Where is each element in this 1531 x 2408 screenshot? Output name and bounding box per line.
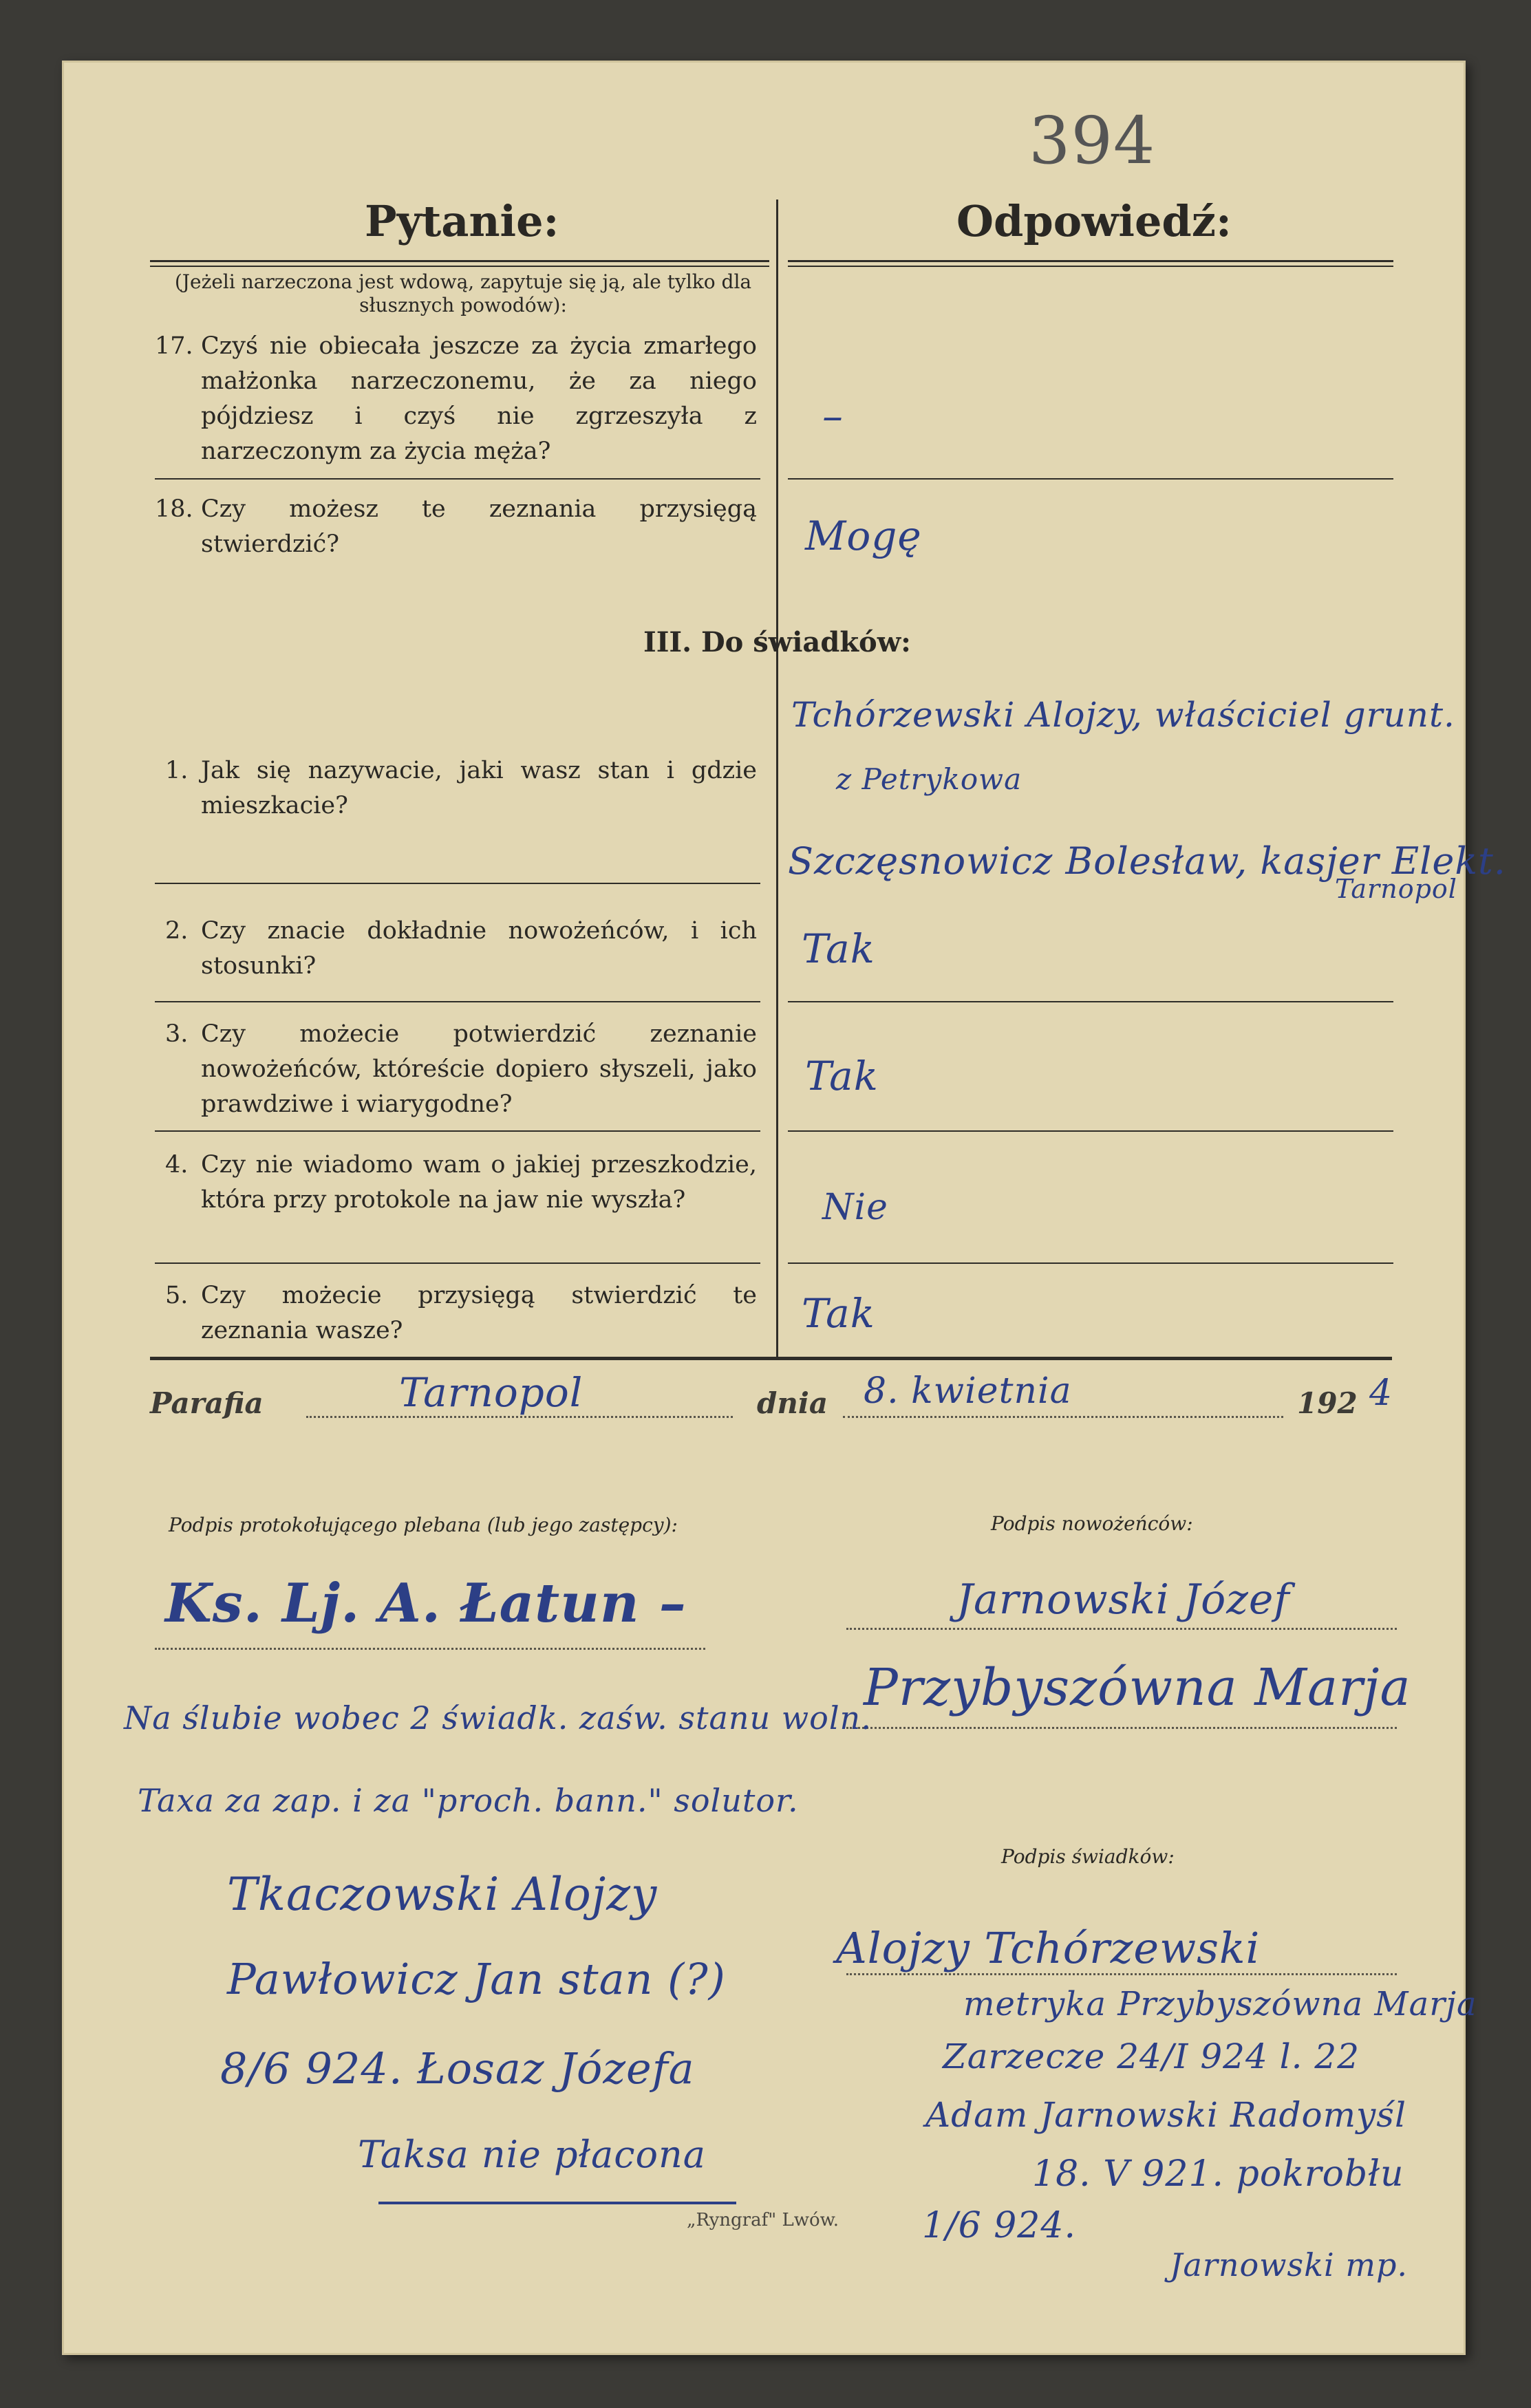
answer-18: Mogę <box>805 513 922 559</box>
newlyweds-signature-label: Podpis nowożeńców: <box>991 1512 1193 1535</box>
witness-answer-3: Tak <box>805 1053 879 1099</box>
witness-question-5-number: 5. <box>165 1282 189 1309</box>
answer-17: – <box>822 392 844 440</box>
page-number: 394 <box>1029 103 1156 179</box>
pleban-dotted-line <box>155 1648 705 1650</box>
groom-dotted-line <box>846 1628 1397 1630</box>
year-handwritten: 4 <box>1369 1373 1393 1414</box>
header-rule-left <box>150 260 769 262</box>
pleban-signature-label: Podpis protokołującego plebana (lub jego zastępcy): <box>169 1514 678 1536</box>
witnesses-signature-label: Podpis świadków: <box>1001 1845 1175 1868</box>
question-17-text: Czyś nie obiecała jeszcze za życia zmarłego małżonka narzeczonemu, że za niego pójdziesz i czyś nie zgrzeszyła z narzeczonym za życia męża? <box>201 332 757 465</box>
right-note-6: Jarnowski mp. <box>1170 2246 1409 2283</box>
witness-answer-line-3: Szczęsnowicz Bolesław, kasjer Elekt. <box>788 839 1506 883</box>
parish-label: Parafia <box>150 1386 264 1420</box>
pleban-signature: Ks. Lj. A. Łatun – <box>165 1572 687 1635</box>
date-value: 8. kwietnia <box>864 1370 1072 1412</box>
header-answer: Odpowiedź: <box>956 196 1232 246</box>
witness-answer-4: Nie <box>822 1187 888 1228</box>
printer-mark: „Ryngraf" Lwów. <box>687 2210 839 2230</box>
witness-question-3-text: Czy możecie potwierdzić zeznanie nowożeńców, któreście dopiero słyszeli, jako prawdziwe i wiarygodne? <box>201 1020 757 1118</box>
rule-w2-right <box>788 1001 1393 1002</box>
witness-answer-line-2: z Petrykowa <box>836 762 1023 796</box>
question-18-text: Czy możesz te zeznania przysięgą stwierdzić? <box>201 495 757 558</box>
witness-question-1-number: 1. <box>165 757 189 784</box>
widow-note: (Jeżeli narzeczona jest wdową, zapytuje się ją, ale tylko dla słusznych powodów): <box>174 270 752 316</box>
left-note-underline <box>378 2202 736 2204</box>
left-note-5: 8/6 924. Łosaz Józefa <box>220 2043 695 2094</box>
rule-17-right <box>788 478 1393 480</box>
date-label: dnia <box>757 1386 828 1420</box>
witness1-signature: Alojzy Tchórzewski <box>836 1923 1261 1973</box>
parish-value: Tarnopol <box>399 1369 584 1416</box>
bride-signature: Przybyszówna Marja <box>864 1658 1411 1717</box>
rule-w4-left <box>155 1262 760 1264</box>
header-rule-left-2 <box>150 266 769 267</box>
question-18-number: 18. <box>155 495 193 523</box>
witness-question-3-number: 3. <box>165 1020 189 1048</box>
witness-answer-2: Tak <box>802 925 875 972</box>
right-note-4: 18. V 921. pokrobłu <box>1032 2153 1404 2195</box>
right-note-2: Zarzecze 24/I 924 l. 22 <box>943 2036 1360 2076</box>
header-rule-right-2 <box>788 266 1393 267</box>
header-question: Pytanie: <box>365 196 559 246</box>
closing-rule <box>150 1357 1392 1360</box>
right-note-1: metryka Przybyszówna Marja <box>963 1985 1477 2023</box>
left-note-4: Pawłowicz Jan stan (?) <box>227 1954 726 2004</box>
right-note-5: 1/6 924. <box>922 2205 1076 2246</box>
groom-signature: Jarnowski Józef <box>956 1576 1290 1624</box>
parish-dotted-line <box>306 1416 733 1418</box>
rule-w3-right <box>788 1130 1393 1132</box>
witness-question-2-number: 2. <box>165 917 189 945</box>
rule-w4-right <box>788 1262 1393 1264</box>
bride-dotted-line <box>846 1727 1397 1729</box>
rule-w3-left <box>155 1130 760 1132</box>
witness-question-4-number: 4. <box>165 1151 189 1179</box>
left-note-1: Na ślubie wobec 2 świadk. zaśw. stanu woln. <box>124 1699 872 1737</box>
witness-question-1-text: Jak się nazywacie, jaki wasz stan i gdzie mieszkacie? <box>201 757 757 819</box>
witness-answer-5: Tak <box>802 1290 875 1337</box>
section-title: III. Do świadków: <box>643 626 911 658</box>
year-printed: 192 <box>1297 1386 1358 1420</box>
rule-17-left <box>155 478 760 480</box>
date-dotted-line <box>843 1416 1283 1418</box>
witness-question-5-text: Czy możecie przysięgą stwierdzić te zeznania wasze? <box>201 1282 757 1344</box>
rule-w1-left <box>155 883 760 884</box>
left-note-3: Tkaczowski Alojzy <box>227 1868 658 1921</box>
rule-w2-left <box>155 1001 760 1002</box>
witness1-dotted-line <box>846 1973 1397 1975</box>
column-divider <box>776 200 778 1359</box>
witness-answer-line-4: Tarnopol <box>1335 874 1457 904</box>
left-note-2: Taxa za zap. i za "proch. bann." solutor. <box>138 1782 799 1819</box>
right-note-3: Adam Jarnowski Radomyśl <box>925 2095 1406 2135</box>
left-note-6: Taksa nie płacona <box>358 2133 706 2176</box>
question-17-number: 17. <box>155 332 193 360</box>
witness-answer-line-1: Tchórzewski Alojzy, właściciel grunt. <box>791 695 1455 735</box>
header-rule-right <box>788 260 1393 262</box>
witness-question-2-text: Czy znacie dokładnie nowożeńców, i ich stosunki? <box>201 917 757 980</box>
witness-question-4-text: Czy nie wiadomo wam o jakiej przeszkodzie, która przy protokole na jaw nie wyszła? <box>201 1151 757 1214</box>
